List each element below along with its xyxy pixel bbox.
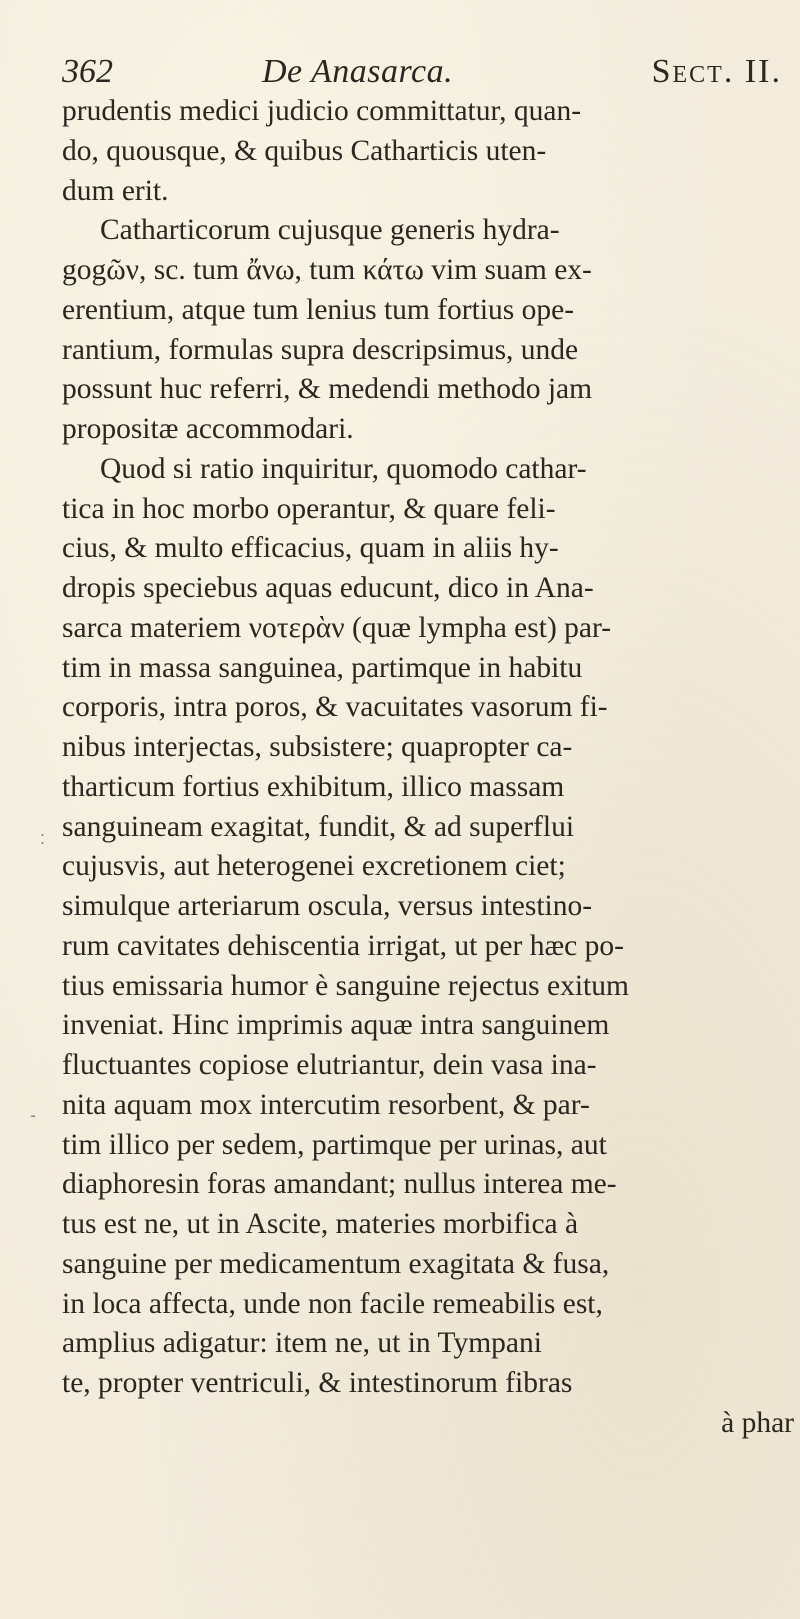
text-line: cius, & multo efficacius, quam in aliis hy- [62,532,559,565]
text-line: gogῶν, sc. tum ἄνω, tum κάτω vim suam ex- [62,254,592,286]
text-line: tim in massa sanguinea, partimque in habitu [62,651,583,684]
text-line: corporis, intra poros, & vacuitates vasorum fi- [62,691,608,724]
text-line: tica in hoc morbo operantur, & quare feli- [62,492,556,525]
text-line: fluctuantes copiose elutriantur, dein vasa ina- [62,1049,597,1081]
page-number: 362 [62,53,113,90]
catchword: à phar [721,1406,794,1439]
text-line: dum erit. [62,174,169,207]
paragraph-start-line: Catharticorum cujusque generis hydra- [100,214,560,247]
text-line: simulque arteriarum oscula, versus intestino- [62,890,593,922]
text-line: inveniat. Hinc imprimis aquæ intra sanguinem [62,1009,610,1042]
text-line: amplius adigatur: item ne, ut in Tympani [62,1327,542,1360]
text-line: tius emissaria humor è sanguine rejectus exitum [62,969,629,1002]
paragraph-start-line: Quod si ratio inquiritur, quomodo cathar- [100,452,587,485]
text-line: sarca materiem νοτερὰν (quæ lympha est) par- [62,611,612,644]
text-line: do, quousque, & quibus Catharticis uten- [62,134,547,167]
margin-mark: - [30,1105,36,1125]
running-title: De Anasarca. [262,53,454,90]
body-text [62,92,800,1444]
text-line: nibus interjectas, subsistere; quapropter ca- [62,731,573,763]
margin-mark: : [40,828,46,848]
text-line: tim illico per sedem, partimque per urinas, aut [62,1128,607,1161]
section-label: Sect. II. [651,53,782,90]
page-header [62,48,782,96]
text-line: cujusvis, aut heterogenei excretionem ciet; [62,850,566,883]
text-line: nita aquam mox intercutim resorbent, & par- [62,1088,590,1121]
text-line: diaphoresin foras amandant; nullus interea me- [62,1168,617,1201]
text-line: tharticum fortius exhibitum, illico massam [62,770,565,803]
text-line: rum cavitates dehiscentia irrigat, ut per hæc po- [62,929,624,962]
text-line: erentium, atque tum lenius tum fortius ope- [62,293,575,326]
text-line: in loca affecta, unde non facile remeabilis est, [62,1287,603,1320]
text-line: tus est ne, ut in Ascite, materies morbifica à [62,1208,579,1240]
text-line: propositæ accommodari. [62,413,354,445]
text-line: rantium, formulas supra descripsimus, unde [62,333,579,366]
text-line: dropis speciebus aquas educunt, dico in Ana- [62,572,594,604]
text-line: possunt huc referri, & medendi methodo jam [62,373,593,406]
text-line: prudentis medici judicio committatur, quan- [62,95,582,127]
text-line: sanguine per medicamentum exagitata & fusa, [62,1247,610,1280]
text-line: sanguineam exagitat, fundit, & ad superflui [62,810,575,843]
text-line: te, propter ventriculi, & intestinorum fibras [62,1367,573,1399]
